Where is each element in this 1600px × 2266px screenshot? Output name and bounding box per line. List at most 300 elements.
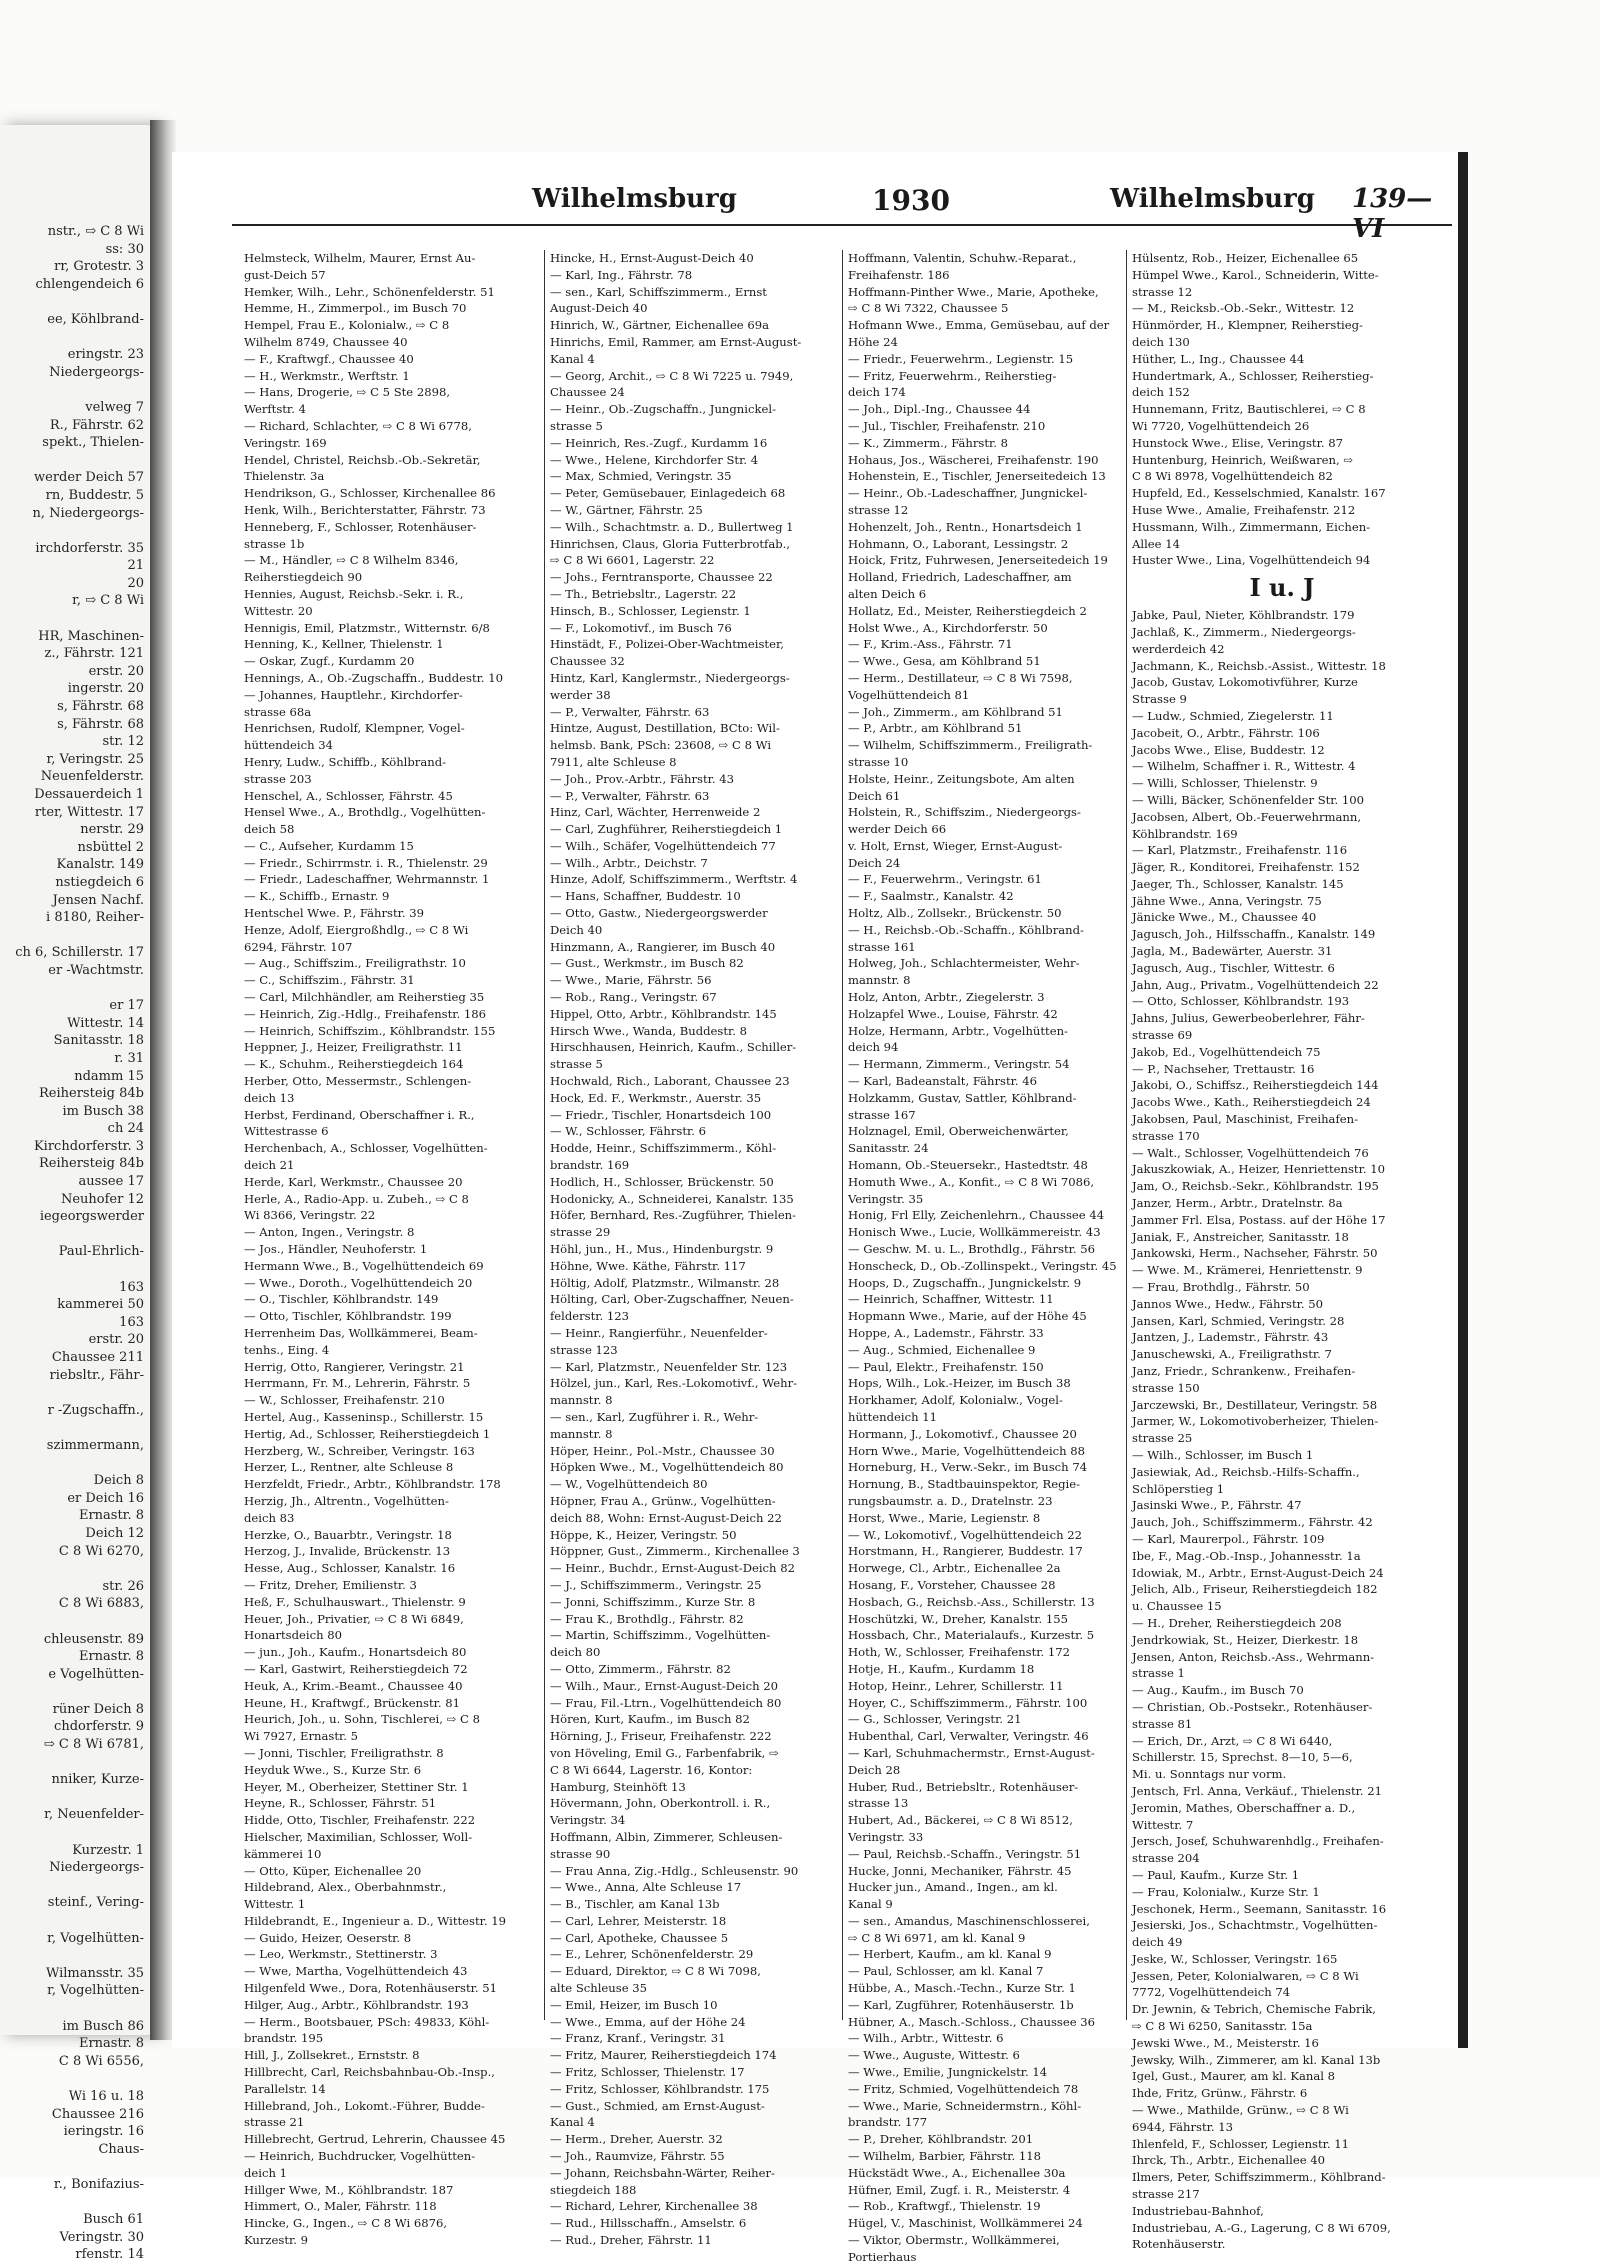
directory-column-2: [550, 250, 850, 2248]
directory-entry: Holweg, Joh., Schlachtermeister, Wehr-: [848, 956, 1080, 971]
directory-entry: — Joh., Zimmerm., am Köhlbrand 51: [848, 704, 1063, 719]
facing-page-line: rfenstr. 14: [75, 2247, 144, 2263]
directory-entry: kämmerei 10: [244, 1846, 322, 1861]
directory-entry: C 8 Wi 8978, Vogelhüttendeich 82: [1132, 469, 1333, 484]
directory-page: [172, 152, 1468, 2264]
directory-entry: strasse 5: [550, 418, 603, 433]
facing-page-line: [4, 1754, 144, 1772]
directory-entry: Hidde, Otto, Tischler, Freihafenstr. 222: [244, 1813, 476, 1828]
facing-page-line: rn, Buddestr. 5: [45, 487, 144, 503]
directory-entry: Hunnemann, Fritz, Bautischlerei, ⇨ C 8: [1132, 402, 1366, 417]
facing-page-line: werder Deich 57: [34, 470, 144, 486]
directory-entry: felderstr. 123: [550, 1309, 630, 1324]
directory-entry: — Wilhelm, Schiffszimmerm., Freiligrath-: [848, 738, 1093, 753]
directory-entry: Honartsdeich 80: [244, 1628, 343, 1643]
facing-page-line: [4, 452, 144, 470]
directory-entry: — Frau, Fil.-Ltrn., Vogelhüttendeich 80: [550, 1695, 782, 1710]
directory-entry: Henry, Ludw., Schiffb., Köhlbrand-: [244, 754, 447, 769]
facing-page-line: ndamm 15: [74, 1068, 144, 1084]
directory-entry: Hoops, D., Zugschaffn., Jungnickelstr. 9: [848, 1275, 1082, 1290]
facing-page-line: Sanitasstr. 18: [53, 1033, 144, 1049]
directory-entry: — Karl, Gastwirt, Reiherstiegdeich 72: [244, 1661, 468, 1676]
directory-entry: — Jonni, Tischler, Freiligrathstr. 8: [244, 1745, 444, 1760]
directory-entry: Ibe, F., Mag.-Ob.-Insp., Johannesstr. 1a: [1132, 1548, 1361, 1563]
directory-entry: Hoick, Fritz, Fuhrwesen, Jenerseitedeich 19: [848, 553, 1108, 568]
directory-entry: — Wwe., Marie, Fährstr. 56: [550, 973, 712, 988]
directory-entry: Heuk, A., Krim.-Beamt., Chaussee 40: [244, 1678, 463, 1693]
directory-entry: deich 83: [244, 1510, 295, 1525]
directory-entry: — Wilh., Schachtmstr. a. D., Bullertweg 1: [550, 519, 794, 534]
directory-entry: Strasse 9: [1132, 692, 1187, 707]
directory-entry: strasse 1: [1132, 1666, 1185, 1681]
facing-page-line: kammerei 50: [57, 1297, 144, 1313]
facing-page-line: str. 12: [102, 734, 144, 750]
directory-entry: Schlöperstieg 1: [1132, 1481, 1225, 1496]
directory-entry: Höhe 24: [848, 334, 898, 349]
facing-page-line: velweg 7: [85, 399, 144, 415]
facing-page-line: 21: [127, 558, 144, 574]
directory-entry: gust-Deich 57: [244, 267, 326, 282]
directory-entry: — Emil, Heizer, im Busch 10: [550, 1997, 718, 2012]
directory-entry: Hülsentz, Rob., Heizer, Eichenallee 65: [1132, 251, 1359, 265]
facing-page-line: [4, 1947, 144, 1965]
facing-page-line: nerstr. 29: [80, 822, 144, 838]
directory-entry: Kurzestr. 9: [244, 2233, 309, 2248]
directory-entry: — Wilh., Arbtr., Wittestr. 6: [848, 2031, 1004, 2046]
directory-entry: Wi 7720, Vogelhüttendeich 26: [1132, 418, 1310, 433]
directory-entry: — Otto, Küper, Eichenallee 20: [244, 1863, 422, 1878]
directory-entry: strasse 161: [848, 939, 916, 954]
directory-entry: Wittestr. 20: [244, 603, 313, 618]
directory-entry: deich 130: [1132, 334, 1190, 349]
directory-entry: deich 94: [848, 1040, 899, 1055]
directory-entry: — Rob., Rang., Veringstr. 67: [550, 990, 717, 1005]
directory-entry: Hirschhausen, Heinrich, Kaufm., Schiller-: [550, 1040, 797, 1055]
directory-entry: Hodlich, H., Schlosser, Brückenstr. 50: [550, 1174, 774, 1189]
directory-entry: — W., Vogelhüttendeich 80: [550, 1477, 708, 1492]
directory-entry: Heuer, Joh., Privatier, ⇨ C 8 Wi 6849,: [244, 1611, 464, 1626]
directory-entry: Jankowski, Herm., Nachseher, Fährstr. 50: [1132, 1246, 1378, 1261]
directory-entry: hüttendeich 34: [244, 738, 333, 753]
directory-entry: — Willi, Schlosser, Thielenstr. 9: [1132, 776, 1318, 791]
facing-page-line: Wittestr. 14: [67, 1015, 144, 1031]
directory-entry: — sen., Karl, Zugführer i. R., Wehr-: [550, 1409, 759, 1424]
directory-entry: 6944, Fährstr. 13: [1132, 2119, 1234, 2134]
directory-entry: — H., Dreher, Reiherstiegdeich 208: [1132, 1615, 1342, 1630]
facing-page-line: nniker, Kurze-: [51, 1772, 144, 1788]
directory-entry: Hoth, W., Schlosser, Freihafenstr. 172: [848, 1645, 1071, 1660]
directory-entry: Helmsteck, Wilhelm, Maurer, Ernst Au-: [244, 251, 476, 265]
facing-page-line: Jensen Nachf.: [52, 892, 144, 908]
facing-page-line: im Busch 86: [62, 2018, 144, 2034]
directory-entry: — Johs., Ferntransporte, Chaussee 22: [550, 570, 773, 585]
directory-entry: Huntenburg, Heinrich, Weißwaren, ⇨: [1132, 452, 1354, 467]
directory-entry: Mi. u. Sonntags nur vorm.: [1132, 1767, 1287, 1782]
directory-entry: — F., Kraftwgf., Chaussee 40: [244, 351, 414, 366]
directory-entry: strasse 150: [1132, 1380, 1200, 1395]
directory-entry: Hübbe, A., Masch.-Techn., Kurze Str. 1: [848, 1981, 1076, 1996]
directory-entry: — Wilh., Arbtr., Deichstr. 7: [550, 855, 708, 870]
facing-page-line: Paul-Ehrlich-: [58, 1244, 144, 1260]
facing-page-line: Dessauerdeich 1: [34, 787, 144, 802]
directory-entry: Veringstr. 169: [244, 435, 327, 450]
directory-entry: Huse Wwe., Amalie, Freihafenstr. 212: [1132, 502, 1356, 517]
directory-entry: Deich 61: [848, 788, 901, 803]
directory-entry: Herber, Otto, Messermstr., Schlengen-: [244, 1074, 472, 1089]
directory-entry: Herchenbach, A., Schlosser, Vogelhütten-: [244, 1141, 488, 1156]
directory-entry: — P., Arbtr., am Köhlbrand 51: [848, 721, 1023, 736]
directory-entry: deich 88, Wohn: Ernst-August-Deich 22: [550, 1510, 782, 1525]
directory-entry: Herzke, O., Bauarbtr., Veringstr. 18: [244, 1527, 452, 1542]
directory-entry: ⇨ C 8 Wi 7322, Chaussee 5: [848, 301, 1009, 316]
directory-entry: Jesierski, Jos., Schachtmstr., Vogelhütten-: [1132, 1918, 1378, 1933]
directory-entry: deich 80: [550, 1645, 601, 1660]
directory-entry: strasse 13: [848, 1796, 909, 1811]
facing-page-line: Kirchdorferstr. 3: [33, 1138, 144, 1154]
directory-entry: Janzer, Herm., Arbtr., Dratelnstr. 8a: [1132, 1196, 1343, 1211]
directory-entry: Huber, Rud., Betriebsltr., Rotenhäuser-: [848, 1779, 1079, 1794]
directory-entry: Hildebrand, Alex., Oberbahnmstr.,: [244, 1880, 447, 1895]
directory-entry: Jessen, Peter, Kolonialwaren, ⇨ C 8 Wi: [1132, 1968, 1359, 1983]
directory-entry: Holstein, R., Schiffszim., Niedergeorgs-: [848, 805, 1081, 820]
directory-entry: — M., Reicksb.-Ob.-Sekr., Wittestr. 12: [1132, 301, 1355, 316]
directory-entry: Hucker jun., Amand., Ingen., am kl.: [848, 1880, 1058, 1895]
facing-page-line: C 8 Wi 6270,: [58, 1543, 144, 1559]
directory-entry: Hennies, August, Reichsb.-Sekr. i. R.,: [244, 586, 464, 601]
directory-entry: — O., Tischler, Köhlbrandstr. 149: [244, 1292, 439, 1307]
header-page-number: 139—VI: [1352, 184, 1433, 244]
facing-page-line: [4, 980, 144, 998]
directory-entry: tenhs., Eing. 4: [244, 1342, 330, 1357]
directory-entry: Hincke, H., Ernst-August-Deich 40: [550, 251, 754, 265]
facing-page-line: r, Neuenfelder-: [44, 1807, 144, 1823]
directory-entry: Jasiewiak, Ad., Reichsb.-Hilfs-Schaffn.,: [1132, 1464, 1360, 1479]
directory-entry: — Karl, Badeanstalt, Fährstr. 46: [848, 1074, 1038, 1089]
facing-page-line: rr, Grotestr. 3: [54, 259, 144, 275]
directory-entry: Jacobs Wwe., Elise, Buddestr. 12: [1132, 742, 1325, 757]
directory-entry: Jasinski Wwe., P., Fährstr. 47: [1132, 1498, 1302, 1513]
directory-entry: — P., Verwalter, Fährstr. 63: [550, 704, 710, 719]
directory-entry: — Karl, Platzmstr., Freihafenstr. 116: [1132, 843, 1348, 858]
directory-entry: strasse 5: [550, 1057, 603, 1072]
facing-page-line: 163: [119, 1279, 144, 1295]
directory-entry: Hinz, Carl, Wächter, Herrenweide 2: [550, 805, 761, 820]
directory-entry: Höltig, Adolf, Platzmstr., Wilmanstr. 28: [550, 1275, 780, 1290]
directory-entry: Jakobsen, Paul, Maschinist, Freihafen-: [1132, 1112, 1358, 1127]
directory-entry: Hinstädt, F., Polizei-Ober-Wachtmeister,: [550, 637, 784, 652]
directory-entry: Herzfeldt, Friedr., Arbtr., Köhlbrandstr. 178: [244, 1477, 501, 1492]
directory-entry: — Friedr., Tischler, Honartsdeich 100: [550, 1107, 772, 1122]
directory-entry: Hippel, Otto, Arbtr., Köhlbrandstr. 145: [550, 1006, 777, 1021]
directory-entry: Herzberg, W., Schreiber, Veringstr. 163: [244, 1443, 475, 1458]
directory-entry: Herrmann, Fr. M., Lehrerin, Fährstr. 5: [244, 1376, 471, 1391]
directory-entry: rungsbaumstr. a. D., Dratelnstr. 23: [848, 1493, 1053, 1508]
directory-entry: deich 152: [1132, 385, 1190, 400]
directory-entry: Herrenheim Das, Wollkämmerei, Beam-: [244, 1326, 478, 1340]
facing-page-line: [4, 522, 144, 540]
directory-entry: v. Holt, Ernst, Wieger, Ernst-August-: [848, 838, 1063, 853]
directory-entry: Hören, Kurt, Kaufm., im Busch 82: [550, 1712, 750, 1727]
facing-page-line: [4, 1912, 144, 1930]
directory-entry: Herzer, L., Rentner, alte Schleuse 8: [244, 1460, 454, 1475]
directory-entry: Veringstr. 33: [848, 1829, 924, 1844]
directory-entry: Ilmers, Peter, Schiffszimmerm., Köhlbrand-: [1132, 2170, 1386, 2185]
directory-entry: — Guido, Heizer, Oeserstr. 8: [244, 1930, 412, 1945]
facing-page-line: R., Fährstr. 62: [49, 417, 144, 433]
directory-entry: — Heinrich, Res.-Zugf., Kurdamm 16: [550, 435, 768, 450]
directory-entry: — Wilhelm, Schaffner i. R., Wittestr. 4: [1132, 759, 1356, 774]
directory-entry: — Erich, Dr., Arzt, ⇨ C 8 Wi 6440,: [1132, 1733, 1333, 1748]
directory-entry: Jarmer, W., Lokomotivoberheizer, Thielen-: [1132, 1414, 1379, 1429]
directory-entry: Reiherstiegdeich 90: [244, 570, 363, 585]
directory-entry: strasse 21: [244, 2115, 305, 2130]
directory-entry: strasse 123: [550, 1342, 618, 1357]
directory-entry: Hohmann, O., Laborant, Lessingstr. 2: [848, 536, 1069, 551]
directory-entry: Jagusch, Aug., Tischler, Wittestr. 6: [1132, 960, 1335, 975]
directory-entry: — Frau, Brothdlg., Fährstr. 50: [1132, 1280, 1310, 1295]
directory-entry: Kanal 4: [550, 351, 595, 366]
directory-entry: — Wwe., Gesa, am Köhlbrand 51: [848, 654, 1041, 669]
facing-page-line: Kurzestr. 1: [72, 1842, 144, 1858]
directory-entry: — E., Lehrer, Schönenfelderstr. 29: [550, 1947, 754, 1962]
directory-entry: — Fritz, Maurer, Reiherstiegdeich 174: [550, 2048, 777, 2063]
directory-entry: Wittestr. 1: [244, 1897, 306, 1912]
directory-entry: Holst Wwe., A., Kirchdorferstr. 50: [848, 620, 1048, 635]
facing-page-fragment: [0, 125, 156, 2263]
directory-entry: Hoschützki, W., Dreher, Kanalstr. 155: [848, 1611, 1068, 1626]
facing-page-line: rüner Deich 8: [52, 1701, 144, 1717]
facing-page-line: er 17: [109, 998, 144, 1014]
facing-page-line: spekt., Thielen-: [42, 435, 144, 451]
directory-entry: Jendrkowiak, St., Heizer, Dierkestr. 18: [1132, 1632, 1359, 1647]
directory-entry: — Oskar, Zugf., Kurdamm 20: [244, 654, 415, 669]
directory-entry: Wi 7927, Ernastr. 5: [244, 1729, 358, 1744]
directory-entry: Deich 24: [848, 855, 901, 870]
directory-entry: strasse 90: [550, 1846, 611, 1861]
directory-entry: strasse 203: [244, 771, 312, 786]
directory-entry: strasse 81: [1132, 1716, 1193, 1731]
facing-page-line: r., Bonifazius-: [53, 2176, 144, 2192]
directory-entry: Hosang, F., Vorsteher, Chaussee 28: [848, 1577, 1056, 1592]
facing-page-line: Deich 12: [85, 1525, 144, 1541]
directory-entry: — Frau Anna, Zig.-Hdlg., Schleusenstr. 90: [550, 1863, 799, 1878]
directory-entry: Hochwald, Rich., Laborant, Chaussee 23: [550, 1074, 790, 1089]
directory-entry: brandstr. 195: [244, 2031, 324, 2046]
facing-page-line: [4, 1613, 144, 1631]
directory-entry: Höfer, Bernhard, Res.-Zugführer, Thielen-: [550, 1208, 797, 1223]
directory-entry: Köhlbrandstr. 169: [1132, 826, 1238, 841]
facing-page-line: 20: [127, 575, 144, 591]
directory-entry: 7772, Vogelhüttendeich 74: [1132, 1985, 1291, 2000]
directory-entry: Honig, Frl Elly, Zeichenlehrn., Chaussee 44: [848, 1208, 1105, 1223]
facing-page-line: str. 26: [102, 1578, 144, 1594]
facing-page-line: ss: 30: [105, 241, 144, 257]
facing-page-line: Deich 8: [93, 1473, 144, 1489]
directory-entry: Hupfeld, Ed., Kesselschmied, Kanalstr. 167: [1132, 486, 1386, 501]
directory-entry: Chaussee 32: [550, 654, 625, 669]
directory-entry: Hofmann Wwe., Emma, Gemüsebau, auf der: [848, 318, 1110, 333]
directory-entry: Jewski Wwe., M., Meisterstr. 16: [1132, 2035, 1319, 2050]
directory-entry: — Peter, Gemüsebauer, Einlagedeich 68: [550, 486, 786, 501]
directory-entry: Hölting, Carl, Ober-Zugschaffner, Neuen-: [550, 1292, 794, 1307]
directory-entry: Heppner, J., Heizer, Freiligrathstr. 11: [244, 1040, 463, 1055]
directory-entry: Sanitasstr. 24: [848, 1141, 929, 1156]
directory-entry: — H., Reichsb.-Ob.-Schaffn., Köhlbrand-: [848, 922, 1084, 937]
facing-page-line: [4, 2070, 144, 2088]
directory-entry: — Wilhelm, Barbier, Fährstr. 118: [848, 2149, 1041, 2164]
facing-page-line: ch 24: [107, 1121, 144, 1137]
facing-page-line: im Busch 38: [62, 1103, 144, 1119]
facing-page-line: irchdorferstr. 35: [35, 540, 144, 556]
directory-entry: alten Deich 6: [848, 586, 927, 601]
directory-entry: Jantzen, J., Lademstr., Fährstr. 43: [1132, 1330, 1329, 1345]
directory-entry: werderdeich 42: [1132, 641, 1225, 656]
directory-entry: strasse 204: [1132, 1851, 1200, 1866]
directory-entry: — M., Händler, ⇨ C 8 Wilhelm 8346,: [244, 553, 459, 568]
directory-entry: — Friedr., Ladeschaffner, Wehrmannstr. 1: [244, 872, 490, 887]
directory-entry: Thielenstr. 3a: [244, 469, 325, 484]
directory-entry: Jarczewski, Br., Destillateur, Veringstr. 58: [1132, 1397, 1378, 1412]
directory-entry: — sen., Karl, Schiffszimmerm., Ernst: [550, 284, 767, 299]
directory-entry: Jagla, M., Badewärter, Auerstr. 31: [1132, 944, 1333, 959]
directory-entry: Jersch, Josef, Schuhwarenhdlg., Freihafen-: [1132, 1834, 1384, 1849]
directory-entry: Jensen, Anton, Reichsb.-Ass., Wehrmann-: [1132, 1649, 1375, 1664]
directory-entry: strasse 29: [550, 1225, 611, 1240]
directory-entry: — Wwe., Anna, Alte Schleuse 17: [550, 1880, 742, 1895]
directory-entry: — Leo, Werkmstr., Stettinerstr. 3: [244, 1947, 438, 1962]
directory-entry: Jakobi, O., Schiffsz., Reiherstiegdeich 144: [1132, 1078, 1379, 1093]
directory-entry: Hubert, Ad., Bäckerei, ⇨ C 8 Wi 8512,: [848, 1813, 1073, 1828]
facing-page-line: er Deich 16: [67, 1490, 144, 1506]
directory-entry: — Karl, Zugführer, Rotenhäuserstr. 1b: [848, 1997, 1074, 2012]
directory-entry: — Heinr., Ob.-Zugschaffn., Jungnickel-: [550, 402, 776, 417]
facing-page-line: ch 6, Schillerstr. 17: [15, 945, 144, 961]
directory-entry: Hübner, A., Masch.-Schloss., Chaussee 36: [848, 2014, 1096, 2029]
facing-page-line: r, Veringstr. 25: [46, 751, 144, 767]
directory-entry: — Wwe., Marie, Schneidermstrn., Köhl-: [848, 2098, 1082, 2113]
directory-entry: — Eduard, Direktor, ⇨ C 8 Wi 7098,: [550, 1964, 761, 1979]
directory-entry: — W., Lokomotivf., Vogelhüttendeich 22: [848, 1527, 1082, 1542]
directory-entry: Herde, Karl, Werkmstr., Chaussee 20: [244, 1174, 463, 1189]
directory-entry: Ihlenfeld, F., Schlosser, Legienstr. 11: [1132, 2136, 1350, 2151]
facing-page-line: nstr., ⇨ C 8 Wi: [47, 224, 144, 239]
directory-entry: Hohenstein, E., Tischler, Jenerseitedeich 13: [848, 469, 1106, 484]
directory-entry: — Hans, Drogerie, ⇨ C 5 Ste 2898,: [244, 385, 451, 400]
directory-entry: Hügel, V., Maschinist, Wollkämmerei 24: [848, 2216, 1083, 2231]
directory-entry: — Carl, Lehrer, Meisterstr. 18: [550, 1913, 727, 1928]
facing-page-line: [4, 1226, 144, 1244]
facing-page-line: [4, 1419, 144, 1437]
directory-entry: mannstr. 8: [848, 973, 911, 988]
page-header: [232, 180, 1452, 244]
directory-entry: Jacob, Gustav, Lokomotivführer, Kurze: [1132, 675, 1358, 690]
directory-entry: Hinze, Adolf, Schiffszimmerm., Werftstr. 4: [550, 872, 798, 887]
directory-entry: Holste, Heinr., Zeitungsbote, Am alten: [848, 771, 1075, 786]
directory-entry: Hoyer, C., Schiffszimmerm., Fährstr. 100: [848, 1695, 1088, 1710]
directory-entry: Herbst, Ferdinand, Oberschaffner i. R.,: [244, 1107, 475, 1122]
directory-entry: Hempel, Frau E., Kolonialw., ⇨ C 8: [244, 318, 450, 333]
facing-page-line: Ernastr. 8: [78, 2036, 144, 2052]
directory-entry: 7911, alte Schleuse 8: [550, 754, 677, 769]
facing-page-line: [4, 927, 144, 945]
directory-entry: Jewsky, Wilh., Zimmerer, am kl. Kanal 13b: [1132, 2052, 1381, 2067]
directory-entry: — Joh., Prov.-Arbtr., Fährstr. 43: [550, 771, 735, 786]
directory-entry: deich 174: [848, 385, 906, 400]
directory-entry: — W., Schlosser, Fährstr. 6: [550, 1124, 707, 1139]
directory-entry: Herzig, Jh., Altrentn., Vogelhütten-: [244, 1493, 449, 1508]
directory-entry: Jam, O., Reichsb.-Sekr., Köhlbrandstr. 195: [1132, 1179, 1379, 1194]
directory-entry: strasse 217: [1132, 2187, 1200, 2202]
directory-entry: Jachmann, K., Reichsb.-Assist., Wittestr. 18: [1132, 658, 1386, 673]
directory-entry: Henk, Wilh., Berichterstatter, Fährstr. 73: [244, 502, 486, 517]
facing-page-line: nstiegdeich 6: [55, 874, 144, 890]
facing-page-line: e Vogelhütten-: [48, 1666, 144, 1682]
facing-page-line: Niedergeorgs-: [49, 364, 144, 380]
directory-entry: Hinrichs, Emil, Rammer, am Ernst-August-: [550, 334, 802, 349]
directory-entry: Homann, Ob.-Steuersekr., Hastedtstr. 48: [848, 1158, 1088, 1173]
directory-entry: Höhne, Wwe. Käthe, Fährstr. 117: [550, 1258, 746, 1273]
facing-page-line: Niedergeorgs-: [49, 1860, 144, 1876]
facing-page-line: [4, 610, 144, 628]
header-place-left: Wilhelmsburg: [532, 184, 737, 214]
directory-entry: — C., Aufseher, Kurdamm 15: [244, 838, 414, 853]
directory-entry: Hövermann, John, Oberkontroll. i. R.,: [550, 1796, 771, 1811]
directory-entry: brandstr. 169: [550, 1158, 630, 1173]
facing-page-line: Wi 16 u. 18: [68, 2088, 144, 2104]
directory-entry: Holtz, Alb., Zollsekr., Brückenstr. 50: [848, 906, 1062, 921]
directory-entry: Hillebrecht, Gertrud, Lehrerin, Chaussee 45: [244, 2132, 506, 2147]
directory-entry: — Friedr., Schirrmstr. i. R., Thielenstr. 29: [244, 855, 488, 870]
facing-page-line: 163: [119, 1314, 144, 1330]
directory-entry: Hucke, Jonni, Mechaniker, Fährstr. 45: [848, 1863, 1072, 1878]
directory-entry: Janiak, F., Anstreicher, Sanitasstr. 18: [1132, 1229, 1349, 1244]
directory-entry: — Fritz, Feuerwehrm., Reiherstieg-: [848, 368, 1057, 383]
directory-entry: ⇨ C 8 Wi 6971, am kl. Kanal 9: [848, 1930, 1026, 1945]
facing-page-line: r -Zugschaffn.,: [47, 1402, 144, 1418]
directory-entry: Chaussee 24: [550, 385, 625, 400]
directory-entry: — Otto, Tischler, Köhlbrandstr. 199: [244, 1309, 452, 1324]
directory-entry: — Heinr., Rangierführ., Neuenfelder-: [550, 1326, 768, 1340]
directory-entry: deich 49: [1132, 1935, 1183, 1950]
directory-entry: — Georg, Archit., ⇨ C 8 Wi 7225 u. 7949,: [550, 368, 794, 383]
directory-entry: strasse 12: [848, 502, 909, 517]
directory-entry: — Johannes, Hauptlehr., Kirchdorfer-: [244, 687, 463, 702]
directory-entry: — Fritz, Schlosser, Thielenstr. 17: [550, 2065, 745, 2080]
facing-page-line: er -Wachtmstr.: [48, 962, 144, 978]
directory-entry: Werftstr. 4: [244, 402, 306, 417]
directory-entry: Jammer Frl. Elsa, Postass. auf der Höhe 17: [1132, 1212, 1386, 1227]
facing-page-lines: [4, 223, 144, 2264]
facing-page-line: n, Niedergeorgs-: [32, 505, 144, 521]
directory-entry: werder 38: [550, 687, 611, 702]
directory-entry: Hornung, B., Stadtbauinspektor, Regie-: [848, 1477, 1081, 1492]
directory-entry: — Max, Schmied, Veringstr. 35: [550, 469, 732, 484]
directory-entry: — Walt., Schlosser, Vogelhüttendeich 76: [1132, 1145, 1369, 1160]
directory-entry: Hopmann Wwe., Marie, auf der Höhe 45: [848, 1309, 1087, 1324]
facing-page-line: [4, 381, 144, 399]
directory-entry: Veringstr. 35: [848, 1191, 924, 1206]
directory-entry: Holznagel, Emil, Oberweichenwärter,: [848, 1124, 1069, 1139]
facing-page-line: erstr. 20: [88, 663, 144, 679]
directory-entry: Wittestr. 7: [1132, 1817, 1194, 1832]
directory-entry: Heune, H., Kraftwgf., Brückenstr. 81: [244, 1695, 461, 1710]
directory-entry: Jeschonek, Herm., Seemann, Sanitasstr. 16: [1132, 1901, 1387, 1916]
directory-entry: Hoffmann-Pinther Wwe., Marie, Apotheke,: [848, 284, 1099, 299]
directory-entry: Industriebau, A.-G., Lagerung, C 8 Wi 6709,: [1132, 2220, 1391, 2235]
facing-page-line: ingerstr. 20: [67, 681, 144, 697]
directory-entry: — Otto, Schlosser, Köhlbrandstr. 193: [1132, 994, 1350, 1009]
directory-entry: strasse 167: [848, 1107, 916, 1122]
